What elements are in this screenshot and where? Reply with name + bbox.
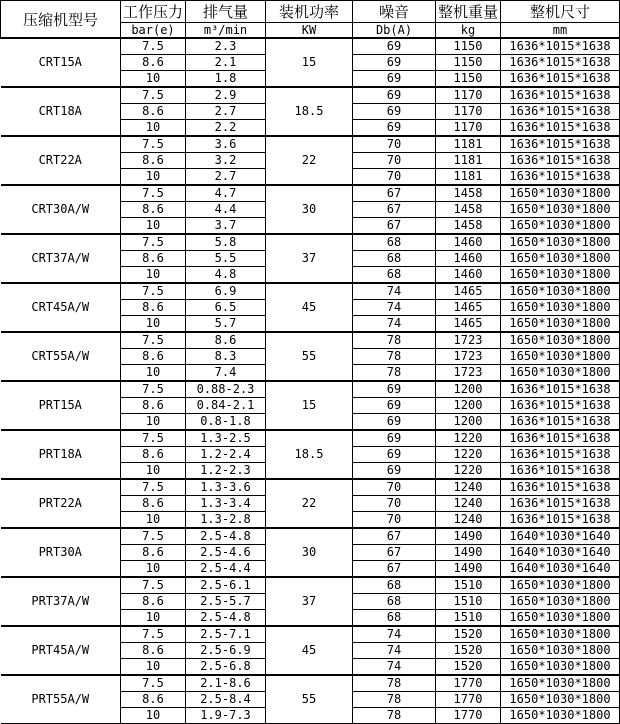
table-row — [1, 626, 620, 643]
noise-cell: 74 — [353, 626, 436, 643]
pressure-cell: 7.5 — [121, 479, 186, 496]
column-header-dimensions: 整机尺寸 — [501, 1, 620, 23]
noise-cell: 74 — [353, 643, 436, 659]
pressure-cell: 8.6 — [121, 545, 186, 561]
noise-cell: 68 — [353, 577, 436, 594]
noise-cell: 70 — [353, 169, 436, 186]
weight-cell: 1150 — [436, 38, 501, 55]
displacement-cell: 4.7 — [186, 185, 266, 202]
dimensions-cell: 1636*1015*1638 — [501, 430, 620, 447]
pressure-cell: 10 — [121, 71, 186, 88]
pressure-cell: 8.6 — [121, 202, 186, 218]
unit-dimensions: mm — [501, 23, 620, 39]
displacement-cell: 1.3-3.4 — [186, 496, 266, 512]
displacement-cell: 1.3-3.6 — [186, 479, 266, 496]
dimensions-cell: 1650*1030*1800 — [501, 218, 620, 235]
weight-cell: 1460 — [436, 234, 501, 251]
displacement-cell: 2.5-6.9 — [186, 643, 266, 659]
table-row — [1, 283, 620, 300]
dimensions-cell: 1636*1015*1638 — [501, 479, 620, 496]
weight-cell: 1181 — [436, 136, 501, 153]
displacement-cell: 6.5 — [186, 300, 266, 316]
pressure-cell: 8.6 — [121, 447, 186, 463]
dimensions-cell: 1636*1015*1638 — [501, 447, 620, 463]
model-cell: PRT55A/W — [1, 675, 121, 724]
weight-cell: 1465 — [436, 283, 501, 300]
column-header-pressure: 工作压力 — [121, 1, 186, 23]
weight-cell: 1170 — [436, 87, 501, 104]
displacement-cell: 2.3 — [186, 38, 266, 55]
dimensions-cell: 1650*1030*1800 — [501, 332, 620, 349]
weight-cell: 1510 — [436, 577, 501, 594]
pressure-cell: 7.5 — [121, 675, 186, 692]
noise-cell: 70 — [353, 153, 436, 169]
displacement-cell: 7.4 — [186, 365, 266, 382]
noise-cell: 67 — [353, 202, 436, 218]
unit-noise: Db(A) — [353, 23, 436, 39]
weight-cell: 1510 — [436, 610, 501, 627]
weight-cell: 1220 — [436, 447, 501, 463]
noise-cell: 78 — [353, 675, 436, 692]
weight-cell: 1200 — [436, 414, 501, 431]
power-cell: 37 — [266, 234, 353, 283]
dimensions-cell: 1650*1030*1800 — [501, 643, 620, 659]
pressure-cell: 8.6 — [121, 153, 186, 169]
weight-cell: 1220 — [436, 463, 501, 480]
weight-cell: 1240 — [436, 512, 501, 529]
dimensions-cell: 1650*1030*1800 — [501, 610, 620, 627]
weight-cell: 1460 — [436, 267, 501, 284]
weight-cell: 1465 — [436, 300, 501, 316]
weight-cell: 1770 — [436, 708, 501, 724]
displacement-cell: 2.1-8.6 — [186, 675, 266, 692]
dimensions-cell: 1650*1030*1800 — [501, 659, 620, 676]
dimensions-cell: 1636*1015*1638 — [501, 381, 620, 398]
pressure-cell: 7.5 — [121, 528, 186, 545]
model-cell: CRT22A — [1, 136, 121, 185]
dimensions-cell: 1650*1030*1800 — [501, 185, 620, 202]
pressure-cell: 10 — [121, 169, 186, 186]
column-header-model: 压缩机型号 — [1, 1, 121, 39]
power-cell: 15 — [266, 381, 353, 430]
dimensions-cell: 1650*1030*1800 — [501, 283, 620, 300]
pressure-cell: 10 — [121, 414, 186, 431]
displacement-cell: 3.2 — [186, 153, 266, 169]
displacement-cell: 5.8 — [186, 234, 266, 251]
model-cell: PRT30A — [1, 528, 121, 577]
dimensions-cell: 1650*1030*1800 — [501, 234, 620, 251]
displacement-cell: 2.5-7.1 — [186, 626, 266, 643]
displacement-cell: 0.88-2.3 — [186, 381, 266, 398]
weight-cell: 1770 — [436, 692, 501, 708]
weight-cell: 1490 — [436, 561, 501, 578]
noise-cell: 68 — [353, 594, 436, 610]
pressure-cell: 7.5 — [121, 38, 186, 55]
noise-cell: 69 — [353, 120, 436, 137]
model-cell: PRT22A — [1, 479, 121, 528]
model-cell: PRT37A/W — [1, 577, 121, 626]
weight-cell: 1520 — [436, 643, 501, 659]
dimensions-cell: 1650*1030*1800 — [501, 708, 620, 724]
pressure-cell: 10 — [121, 267, 186, 284]
model-cell: CRT18A — [1, 87, 121, 136]
dimensions-cell: 1650*1030*1800 — [501, 577, 620, 594]
model-cell: CRT15A — [1, 38, 121, 87]
noise-cell: 69 — [353, 38, 436, 55]
noise-cell: 78 — [353, 365, 436, 382]
noise-cell: 78 — [353, 349, 436, 365]
noise-cell: 69 — [353, 447, 436, 463]
pressure-cell: 7.5 — [121, 234, 186, 251]
pressure-cell: 7.5 — [121, 381, 186, 398]
pressure-cell: 8.6 — [121, 300, 186, 316]
pressure-cell: 8.6 — [121, 594, 186, 610]
noise-cell: 74 — [353, 316, 436, 333]
weight-cell: 1520 — [436, 626, 501, 643]
pressure-cell: 10 — [121, 561, 186, 578]
pressure-cell: 7.5 — [121, 626, 186, 643]
column-header-displacement: 排气量 — [186, 1, 266, 23]
pressure-cell: 8.6 — [121, 349, 186, 365]
pressure-cell: 10 — [121, 512, 186, 529]
displacement-cell: 2.5-5.7 — [186, 594, 266, 610]
spec-table-header — [1, 1, 620, 39]
power-cell: 30 — [266, 185, 353, 234]
table-row — [1, 577, 620, 594]
noise-cell: 68 — [353, 251, 436, 267]
weight-cell: 1240 — [436, 496, 501, 512]
dimensions-cell: 1636*1015*1638 — [501, 169, 620, 186]
dimensions-cell: 1636*1015*1638 — [501, 414, 620, 431]
dimensions-cell: 1650*1030*1800 — [501, 202, 620, 218]
table-row — [1, 234, 620, 251]
weight-cell: 1150 — [436, 71, 501, 88]
model-cell: PRT15A — [1, 381, 121, 430]
table-row — [1, 479, 620, 496]
displacement-cell: 5.5 — [186, 251, 266, 267]
displacement-cell: 2.5-6.8 — [186, 659, 266, 676]
noise-cell: 78 — [353, 692, 436, 708]
displacement-cell: 2.5-8.4 — [186, 692, 266, 708]
noise-cell: 67 — [353, 561, 436, 578]
power-cell: 55 — [266, 675, 353, 724]
noise-cell: 68 — [353, 610, 436, 627]
pressure-cell: 8.6 — [121, 643, 186, 659]
displacement-cell: 2.5-4.6 — [186, 545, 266, 561]
model-cell: CRT30A/W — [1, 185, 121, 234]
noise-cell: 78 — [353, 332, 436, 349]
noise-cell: 78 — [353, 708, 436, 724]
dimensions-cell: 1636*1015*1638 — [501, 120, 620, 137]
pressure-cell: 10 — [121, 120, 186, 137]
table-row — [1, 528, 620, 545]
table-row — [1, 87, 620, 104]
displacement-cell: 3.6 — [186, 136, 266, 153]
displacement-cell: 2.7 — [186, 104, 266, 120]
dimensions-cell: 1636*1015*1638 — [501, 104, 620, 120]
weight-cell: 1770 — [436, 675, 501, 692]
weight-cell: 1181 — [436, 153, 501, 169]
weight-cell: 1170 — [436, 120, 501, 137]
power-cell: 22 — [266, 136, 353, 185]
weight-cell: 1200 — [436, 381, 501, 398]
pressure-cell: 7.5 — [121, 430, 186, 447]
model-cell: CRT55A/W — [1, 332, 121, 381]
noise-cell: 74 — [353, 283, 436, 300]
model-cell: CRT37A/W — [1, 234, 121, 283]
displacement-cell: 2.2 — [186, 120, 266, 137]
pressure-cell: 7.5 — [121, 185, 186, 202]
noise-cell: 70 — [353, 512, 436, 529]
unit-power: KW — [266, 23, 353, 39]
noise-cell: 70 — [353, 479, 436, 496]
noise-cell: 74 — [353, 300, 436, 316]
displacement-cell: 2.7 — [186, 169, 266, 186]
displacement-cell: 2.5-6.1 — [186, 577, 266, 594]
dimensions-cell: 1650*1030*1800 — [501, 300, 620, 316]
dimensions-cell: 1636*1015*1638 — [501, 136, 620, 153]
pressure-cell: 10 — [121, 463, 186, 480]
dimensions-cell: 1650*1030*1800 — [501, 349, 620, 365]
model-cell: PRT18A — [1, 430, 121, 479]
displacement-cell: 8.6 — [186, 332, 266, 349]
power-cell: 18.5 — [266, 430, 353, 479]
power-cell: 37 — [266, 577, 353, 626]
dimensions-cell: 1636*1015*1638 — [501, 512, 620, 529]
displacement-cell: 0.84-2.1 — [186, 398, 266, 414]
displacement-cell: 1.9-7.3 — [186, 708, 266, 724]
pressure-cell: 10 — [121, 659, 186, 676]
noise-cell: 69 — [353, 71, 436, 88]
noise-cell: 68 — [353, 234, 436, 251]
dimensions-cell: 1636*1015*1638 — [501, 463, 620, 480]
noise-cell: 69 — [353, 87, 436, 104]
displacement-cell: 2.5-4.4 — [186, 561, 266, 578]
noise-cell: 67 — [353, 218, 436, 235]
dimensions-cell: 1650*1030*1800 — [501, 251, 620, 267]
dimensions-cell: 1640*1030*1640 — [501, 545, 620, 561]
power-cell: 45 — [266, 283, 353, 332]
weight-cell: 1490 — [436, 528, 501, 545]
table-row — [1, 136, 620, 153]
displacement-cell: 4.4 — [186, 202, 266, 218]
table-row — [1, 185, 620, 202]
displacement-cell: 1.3-2.5 — [186, 430, 266, 447]
dimensions-cell: 1636*1015*1638 — [501, 38, 620, 55]
dimensions-cell: 1640*1030*1640 — [501, 561, 620, 578]
weight-cell: 1220 — [436, 430, 501, 447]
unit-weight: kg — [436, 23, 501, 39]
displacement-cell: 6.9 — [186, 283, 266, 300]
power-cell: 30 — [266, 528, 353, 577]
pressure-cell: 8.6 — [121, 692, 186, 708]
dimensions-cell: 1650*1030*1800 — [501, 594, 620, 610]
noise-cell: 67 — [353, 528, 436, 545]
pressure-cell: 10 — [121, 708, 186, 724]
header-title-row — [1, 1, 620, 23]
noise-cell: 69 — [353, 55, 436, 71]
dimensions-cell: 1650*1030*1800 — [501, 692, 620, 708]
noise-cell: 67 — [353, 185, 436, 202]
dimensions-cell: 1636*1015*1638 — [501, 153, 620, 169]
pressure-cell: 10 — [121, 218, 186, 235]
dimensions-cell: 1636*1015*1638 — [501, 71, 620, 88]
column-header-weight: 整机重量 — [436, 1, 501, 23]
table-row — [1, 430, 620, 447]
unit-pressure: bar(e) — [121, 23, 186, 39]
power-cell: 15 — [266, 38, 353, 87]
pressure-cell: 7.5 — [121, 136, 186, 153]
power-cell: 45 — [266, 626, 353, 675]
pressure-cell: 8.6 — [121, 104, 186, 120]
noise-cell: 69 — [353, 463, 436, 480]
table-row — [1, 381, 620, 398]
weight-cell: 1460 — [436, 251, 501, 267]
table-row — [1, 332, 620, 349]
dimensions-cell: 1650*1030*1800 — [501, 365, 620, 382]
displacement-cell: 1.2-2.4 — [186, 447, 266, 463]
weight-cell: 1723 — [436, 332, 501, 349]
weight-cell: 1458 — [436, 185, 501, 202]
pressure-cell: 7.5 — [121, 283, 186, 300]
noise-cell: 69 — [353, 381, 436, 398]
pressure-cell: 10 — [121, 610, 186, 627]
pressure-cell: 7.5 — [121, 577, 186, 594]
pressure-cell: 10 — [121, 316, 186, 333]
weight-cell: 1723 — [436, 349, 501, 365]
displacement-cell: 2.9 — [186, 87, 266, 104]
weight-cell: 1240 — [436, 479, 501, 496]
spec-table-body — [1, 38, 620, 724]
weight-cell: 1200 — [436, 398, 501, 414]
displacement-cell: 8.3 — [186, 349, 266, 365]
dimensions-cell: 1636*1015*1638 — [501, 87, 620, 104]
noise-cell: 69 — [353, 104, 436, 120]
pressure-cell: 8.6 — [121, 496, 186, 512]
dimensions-cell: 1650*1030*1800 — [501, 316, 620, 333]
displacement-cell: 3.7 — [186, 218, 266, 235]
model-cell: PRT45A/W — [1, 626, 121, 675]
displacement-cell: 4.8 — [186, 267, 266, 284]
displacement-cell: 5.7 — [186, 316, 266, 333]
displacement-cell: 2.1 — [186, 55, 266, 71]
noise-cell: 74 — [353, 659, 436, 676]
unit-displacement: m³/min — [186, 23, 266, 39]
displacement-cell: 0.8-1.8 — [186, 414, 266, 431]
table-row — [1, 675, 620, 692]
power-cell: 18.5 — [266, 87, 353, 136]
pressure-cell: 8.6 — [121, 251, 186, 267]
displacement-cell: 1.8 — [186, 71, 266, 88]
pressure-cell: 10 — [121, 365, 186, 382]
displacement-cell: 1.2-2.3 — [186, 463, 266, 480]
noise-cell: 67 — [353, 545, 436, 561]
power-cell: 22 — [266, 479, 353, 528]
weight-cell: 1170 — [436, 104, 501, 120]
pressure-cell: 8.6 — [121, 55, 186, 71]
displacement-cell: 2.5-4.8 — [186, 610, 266, 627]
displacement-cell: 2.5-4.8 — [186, 528, 266, 545]
noise-cell: 70 — [353, 136, 436, 153]
dimensions-cell: 1650*1030*1800 — [501, 675, 620, 692]
column-header-power: 装机功率 — [266, 1, 353, 23]
table-row — [1, 38, 620, 55]
pressure-cell: 7.5 — [121, 87, 186, 104]
power-cell: 55 — [266, 332, 353, 381]
noise-cell: 69 — [353, 414, 436, 431]
dimensions-cell: 1636*1015*1638 — [501, 55, 620, 71]
noise-cell: 69 — [353, 430, 436, 447]
weight-cell: 1458 — [436, 218, 501, 235]
weight-cell: 1458 — [436, 202, 501, 218]
displacement-cell: 1.3-2.8 — [186, 512, 266, 529]
dimensions-cell: 1650*1030*1800 — [501, 626, 620, 643]
model-cell: CRT45A/W — [1, 283, 121, 332]
weight-cell: 1520 — [436, 659, 501, 676]
dimensions-cell: 1636*1015*1638 — [501, 496, 620, 512]
weight-cell: 1490 — [436, 545, 501, 561]
pressure-cell: 8.6 — [121, 398, 186, 414]
weight-cell: 1723 — [436, 365, 501, 382]
weight-cell: 1465 — [436, 316, 501, 333]
noise-cell: 69 — [353, 398, 436, 414]
column-header-noise: 噪音 — [353, 1, 436, 23]
dimensions-cell: 1650*1030*1800 — [501, 267, 620, 284]
noise-cell: 70 — [353, 496, 436, 512]
dimensions-cell: 1636*1015*1638 — [501, 398, 620, 414]
noise-cell: 68 — [353, 267, 436, 284]
dimensions-cell: 1640*1030*1640 — [501, 528, 620, 545]
weight-cell: 1510 — [436, 594, 501, 610]
weight-cell: 1150 — [436, 55, 501, 71]
weight-cell: 1181 — [436, 169, 501, 186]
pressure-cell: 7.5 — [121, 332, 186, 349]
